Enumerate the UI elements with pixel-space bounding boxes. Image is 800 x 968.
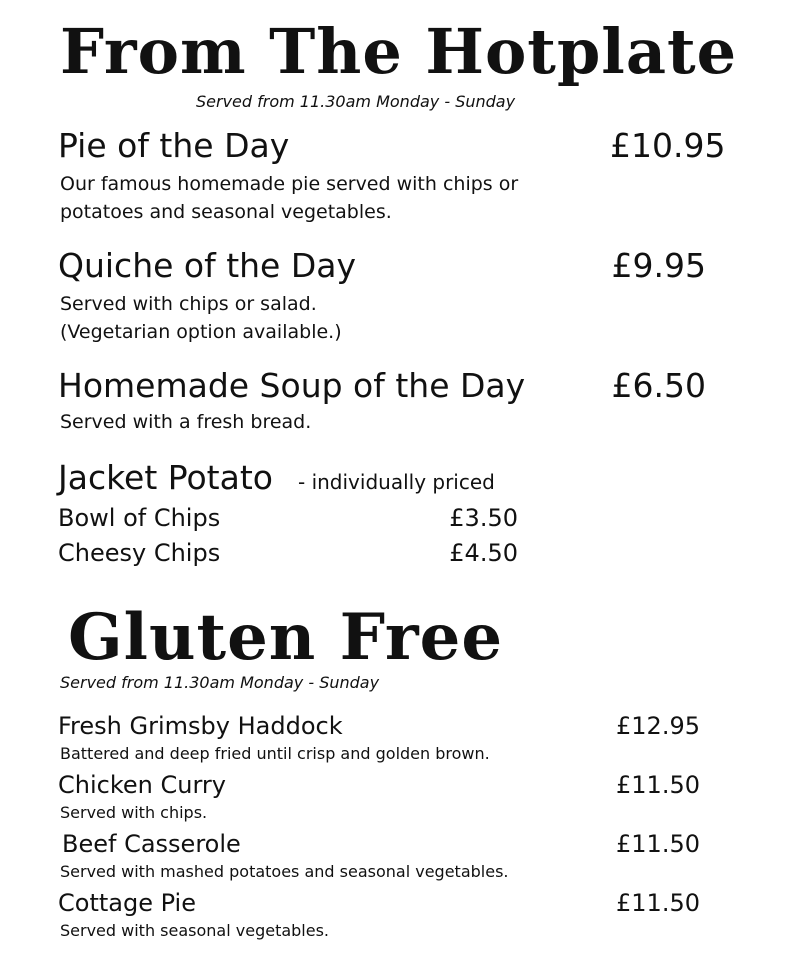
menu-item-name: Jacket Potato bbox=[58, 458, 273, 497]
menu-item-price: £11.50 bbox=[616, 830, 700, 858]
menu-item-name: Chicken Curry bbox=[58, 771, 226, 799]
gluten-free-served-hours: Served from 11.30am Monday - Sunday bbox=[60, 673, 380, 692]
menu-item-name: Homemade Soup of the Day bbox=[58, 366, 526, 405]
menu-item-note: - individually priced bbox=[298, 470, 495, 494]
menu-item-price: £11.50 bbox=[616, 889, 700, 917]
menu-item-description: Served with mashed potatoes and seasonal vegetables. bbox=[60, 862, 509, 881]
menu-item-description: (Vegetarian option available.) bbox=[60, 321, 342, 343]
hotplate-title: From The Hotplate bbox=[60, 15, 738, 88]
menu-item-price: £10.95 bbox=[610, 126, 726, 165]
menu-item-description: Served with chips. bbox=[60, 803, 208, 822]
menu-item-description: Battered and deep fried until crisp and golden brown. bbox=[60, 744, 490, 763]
menu-item-description: Served with a fresh bread. bbox=[60, 411, 312, 433]
menu-item-price: £12.95 bbox=[616, 712, 700, 740]
side-item-name: Cheesy Chips bbox=[58, 539, 221, 567]
side-item-price: £3.50 bbox=[449, 504, 518, 532]
menu-item-description: Served with seasonal vegetables. bbox=[60, 921, 330, 940]
menu-item-price: £6.50 bbox=[611, 366, 706, 405]
menu-item-description: Our famous homemade pie served with chips or bbox=[60, 173, 519, 195]
menu-item-name: Fresh Grimsby Haddock bbox=[58, 712, 343, 740]
menu-item-name: Pie of the Day bbox=[58, 126, 290, 165]
side-item-price: £4.50 bbox=[449, 539, 518, 567]
gluten-free-title: Gluten Free bbox=[68, 600, 504, 675]
menu-item-price: £11.50 bbox=[616, 771, 700, 799]
menu-item-name: Quiche of the Day bbox=[58, 246, 357, 285]
side-item-name: Bowl of Chips bbox=[58, 504, 221, 532]
menu-item-price: £9.95 bbox=[611, 246, 706, 285]
menu-item-name: Beef Casserole bbox=[62, 830, 241, 858]
menu-item-description: Served with chips or salad. bbox=[60, 293, 317, 315]
hotplate-served-hours: Served from 11.30am Monday - Sunday bbox=[196, 92, 516, 111]
menu-item-description: potatoes and seasonal vegetables. bbox=[60, 201, 392, 223]
menu-item-name: Cottage Pie bbox=[58, 889, 196, 917]
